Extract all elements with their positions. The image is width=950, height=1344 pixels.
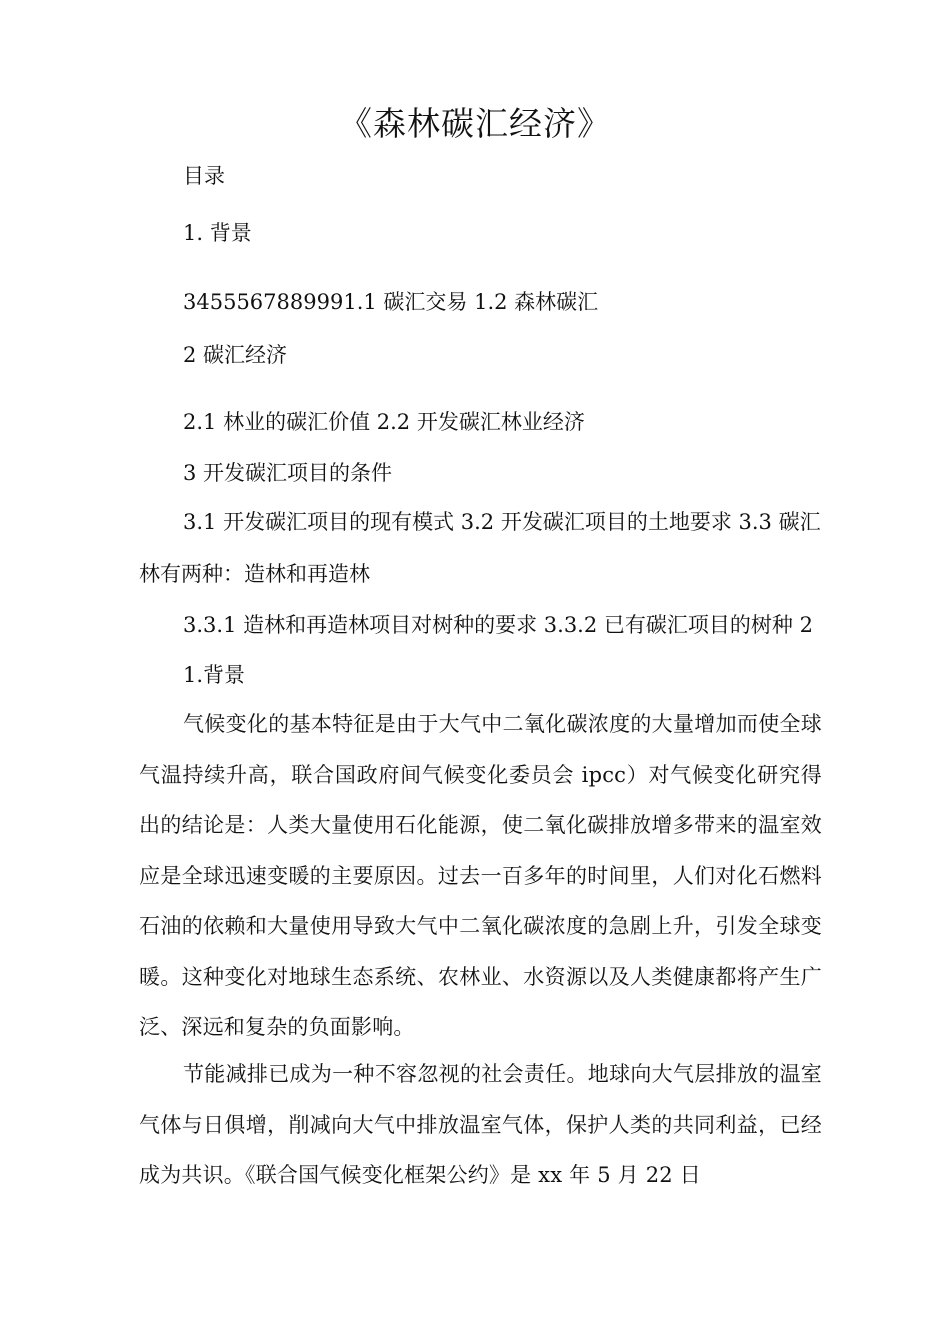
section-heading-background: 1.背景 xyxy=(183,663,246,687)
toc-item-carbon-economy: 2 碳汇经济 xyxy=(183,343,288,367)
toc-item-forestry-value: 2.1 林业的碳汇价值 2.2 开发碳汇林业经济 xyxy=(183,410,585,434)
toc-item-background: 1. 背景 xyxy=(183,221,252,245)
toc-item-tree-species: 3.3.1 造林和再造林项目对树种的要求 3.3.2 已有碳汇项目的树种 2 xyxy=(183,613,813,637)
document-title: 《森林碳汇经济》 xyxy=(339,104,611,143)
body-paragraph-climate-change: 气候变化的基本特征是由于大气中二氧化碳浓度的大量增加而使全球气温持续升高，联合国政府间气候变化委员会 ipcc）对气候变化研究得出的结论是：人类大量使用石化能源，使二氧化碳排放增多带来的温室效应是全球迅速变暖的主要原因。过去一百多年的时间里，人们对化石燃料石油的依赖和大量使用导致大气中二氧化碳浓度的急剧上升，引发全球变暖。这种变化对地球生态系统、农林业、水资源以及人类健康都将产生广泛、深远和复杂的负面影响。 xyxy=(139,712,822,1039)
toc-item-project-models: 3.1 开发碳汇项目的现有模式 3.2 开发碳汇项目的土地要求 3.3 碳汇林有两种：造林和再造林 xyxy=(139,510,821,586)
toc-item-project-conditions: 3 开发碳汇项目的条件 xyxy=(183,461,393,485)
toc-heading: 目录 xyxy=(183,164,225,188)
body-paragraph-emission-reduction: 节能减排已成为一种不容忽视的社会责任。地球向大气层排放的温室气体与日俱增，削减向大气中排放温室气体，保护人类的共同利益，已经成为共识。《联合国气候变化框架公约》是 xx 年 5 月 22 日 xyxy=(139,1062,822,1187)
toc-item-carbon-trading: 3455567889991.1 碳汇交易 1.2 森林碳汇 xyxy=(183,290,599,314)
